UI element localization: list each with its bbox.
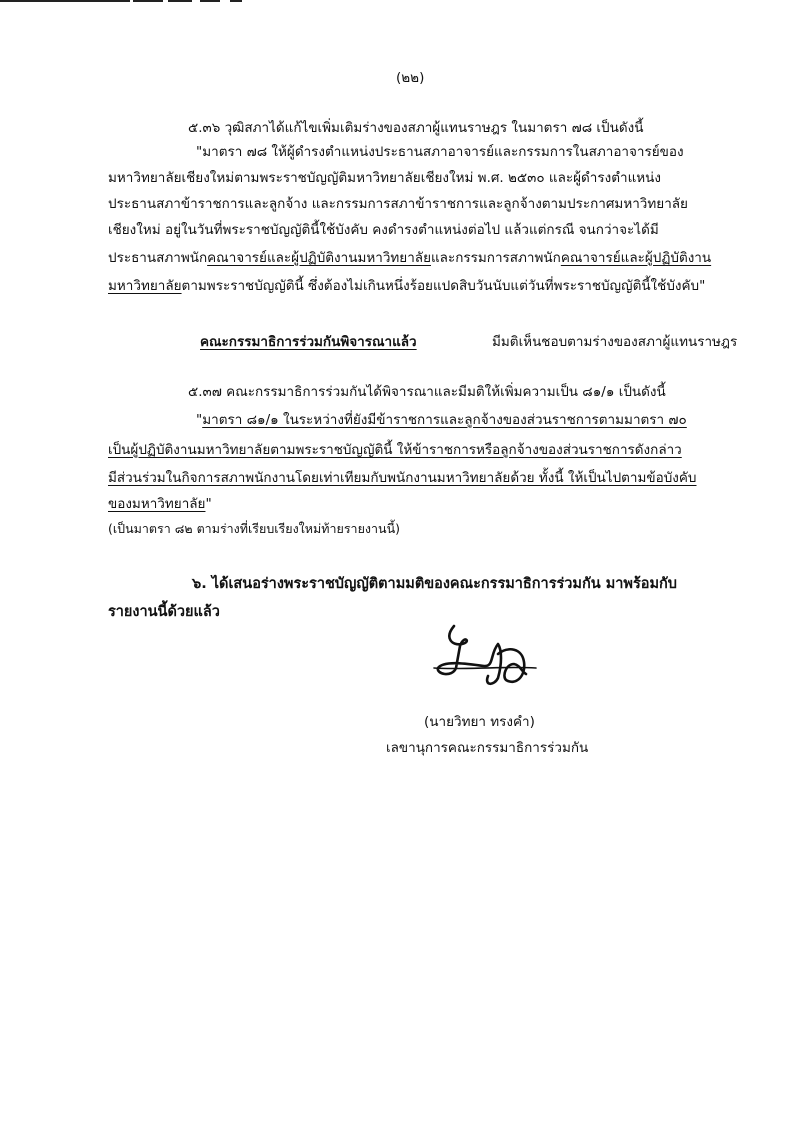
line-6-amended-text: มหาวิทยาลัย — [108, 278, 182, 294]
section-5-37-line-3: มีส่วนร่วมในกิจการสภาพนักงานโดยเท่าเทียมกับพนักงานมหาวิทยาลัยด้วย ทั้งนี้ ให้เป็นไปตามข้อบังคับ — [108, 470, 697, 486]
section-5-37-line-1 — [196, 410, 687, 430]
section-5-36-line-3: ประธานสภาข้าราชการและลูกจ้าง และกรรมการสภาข้าราชการและลูกจ้างตามประกาศมหาวิทยาลัย — [108, 196, 688, 212]
committee-view-text: มีมติเห็นชอบตามร่างของสภาผู้แทนราษฎร — [492, 334, 738, 350]
section-5-37-line-2: เป็นผู้ปฏิบัติงานมหาวิทยาลัยตามพระราชบัญญัตินี้ ให้ข้าราชการหรือลูกจ้างของส่วนราชการดังกล่าว — [108, 442, 682, 458]
section-5-36-line-4: เชียงใหม่ อยู่ในวันที่พระราชบัญญัตินี้ใช้บังคับ คงดำรงตำแหน่งต่อไป แล้วแต่กรณี จนกว่าจะได้มี — [108, 222, 659, 238]
section-5-36-line-2: มหาวิทยาลัยเชียงใหม่ตามพระราชบัญญัติมหาวิทยาลัยเชียงใหม่ พ.ศ. ๒๕๓๐ และผู้ดำรงตำแหน่ง — [108, 170, 661, 186]
section-5-36-intro: ๕.๓๖ วุฒิสภาได้แก้ไขเพิ่มเติมร่างของสภาผู้แทนราษฎร ในมาตรา ๗๘ เป็นดังนี้ — [188, 120, 644, 136]
section-5-36-line-6 — [108, 276, 705, 296]
line-1-new-section: มาตรา ๘๑/๑ ในระหว่างที่ยังมีข้าราชการและลูกจ้างของส่วนราชการตามมาตรา ๗๐ — [202, 412, 687, 428]
page-number: (๒๒) — [396, 70, 425, 86]
line-5-part-d: และกรรมการสภาพ — [430, 250, 544, 266]
line-6-rest: ตามพระราชบัญญัตินี้ ซึ่งต้องไม่เกินหนึ่งร้อยแปดสิบวันนับแต่วันที่พระราชบัญญัตินี้ใช้บังคับ" — [181, 278, 706, 294]
line-5-part-a: ประธานสภาพ — [108, 250, 190, 266]
section-6-line-1: ๖. ได้เสนอร่างพระราชบัญญัติตามมติของคณะกรรมาธิการร่วมกัน มาพร้อมกับ — [192, 576, 678, 592]
close-quote: " — [205, 496, 212, 512]
signature-graphic — [432, 624, 544, 694]
line-4-new-section: ของมหาวิทยาลัย — [108, 496, 206, 512]
line-5-amended-text-1: คณาจารย์และผู้ปฏิบัติงานมหาวิทยาลัย — [207, 250, 431, 266]
committee-view-heading: คณะกรรมาธิการร่วมกันพิจารณาแล้ว — [200, 334, 417, 350]
signature — [432, 624, 544, 694]
section-5-37-note: (เป็นมาตรา ๘๒ ตามร่างที่เรียบเรียงใหม่ท้ายรายงานนี้) — [108, 521, 400, 536]
section-6-line-2: รายงานนี้ด้วยแล้ว — [108, 604, 220, 620]
line-5-amended-text-2: คณาจารย์และผู้ปฏิบัติงาน — [560, 250, 712, 266]
section-5-36-line-5 — [108, 248, 711, 268]
signatory-name: (นายวิทยา ทรงคำ) — [424, 714, 535, 730]
line-5-inserted-word: นัก — [189, 250, 208, 266]
line-5-inserted-word-2: นัก — [543, 250, 561, 266]
section-5-36-line-1: "มาตรา ๗๘ ให้ผู้ดำรงตำแหน่งประธานสภาอาจารย์และกรรมการในสภาอาจารย์ของ — [196, 144, 684, 160]
section-5-37-intro: ๕.๓๗ คณะกรรมาธิการร่วมกันได้พิจารณาและมีมติให้เพิ่มความเป็น ๘๑/๑ เป็นดังนี้ — [188, 384, 666, 400]
signatory-position: เลขานุการคณะกรรมาธิการร่วมกัน — [386, 740, 589, 756]
open-quote: " — [196, 412, 203, 428]
top-scan-rule — [0, 0, 252, 3]
section-5-37-line-4 — [108, 494, 212, 514]
